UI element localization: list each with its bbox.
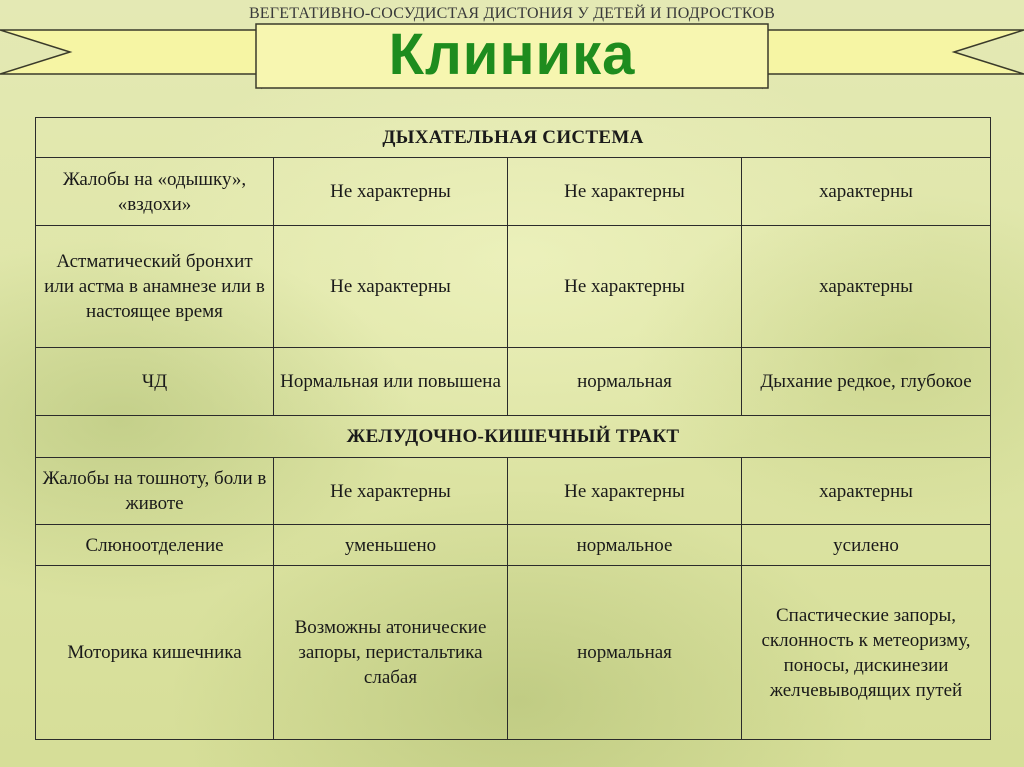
table-row <box>36 566 991 740</box>
clinic-table <box>35 117 991 740</box>
table-cell: нормальная <box>508 566 742 740</box>
table-cell: нормальная <box>508 348 742 416</box>
table-cell: Нормальная или повышена <box>274 348 508 416</box>
table-cell: Спастические запоры, склонность к метеоризму, поносы, дискинезии желчевыводящих путей <box>742 566 991 740</box>
section-header-row <box>36 118 991 158</box>
table-row <box>36 158 991 226</box>
title-ribbon <box>0 22 1024 102</box>
table-cell: Не характерны <box>508 458 742 525</box>
row-label: Жалобы на «одышку», «вздохи» <box>36 158 274 226</box>
table-cell: Возможны атонические запоры, перистальтика слабая <box>274 566 508 740</box>
slide-caption: ВЕГЕТАТИВНО-СОСУДИСТАЯ ДИСТОНИЯ У ДЕТЕЙ И ПОДРОСТКОВ <box>248 5 776 22</box>
table-row <box>36 458 991 525</box>
table-row <box>36 525 991 566</box>
table-cell: уменьшено <box>274 525 508 566</box>
table-cell: нормальное <box>508 525 742 566</box>
table-cell: Не характерны <box>274 458 508 525</box>
table-cell: Дыхание редкое, глубокое <box>742 348 991 416</box>
row-label: Моторика кишечника <box>36 566 274 740</box>
row-label: Жалобы на тошноту, боли в животе <box>36 458 274 525</box>
section-title: ЖЕЛУДОЧНО-КИШЕЧНЫЙ ТРАКТ <box>36 416 991 458</box>
row-label: Слюноотделение <box>36 525 274 566</box>
table-cell: Не характерны <box>274 158 508 226</box>
table-cell: усилено <box>742 525 991 566</box>
section-title: ДЫХАТЕЛЬНАЯ СИСТЕМА <box>36 118 991 158</box>
table-row <box>36 348 991 416</box>
table-cell: характерны <box>742 458 991 525</box>
table-cell: Не характерны <box>274 226 508 348</box>
page-title: Клиника <box>388 22 636 87</box>
row-label: ЧД <box>36 348 274 416</box>
row-label: Астматический бронхит или астма в анамнезе или в настоящее время <box>36 226 274 348</box>
section-header-row <box>36 416 991 458</box>
table-cell: характерны <box>742 158 991 226</box>
table-cell: Не характерны <box>508 158 742 226</box>
table-row <box>36 226 991 348</box>
table-cell: характерны <box>742 226 991 348</box>
table-cell: Не характерны <box>508 226 742 348</box>
